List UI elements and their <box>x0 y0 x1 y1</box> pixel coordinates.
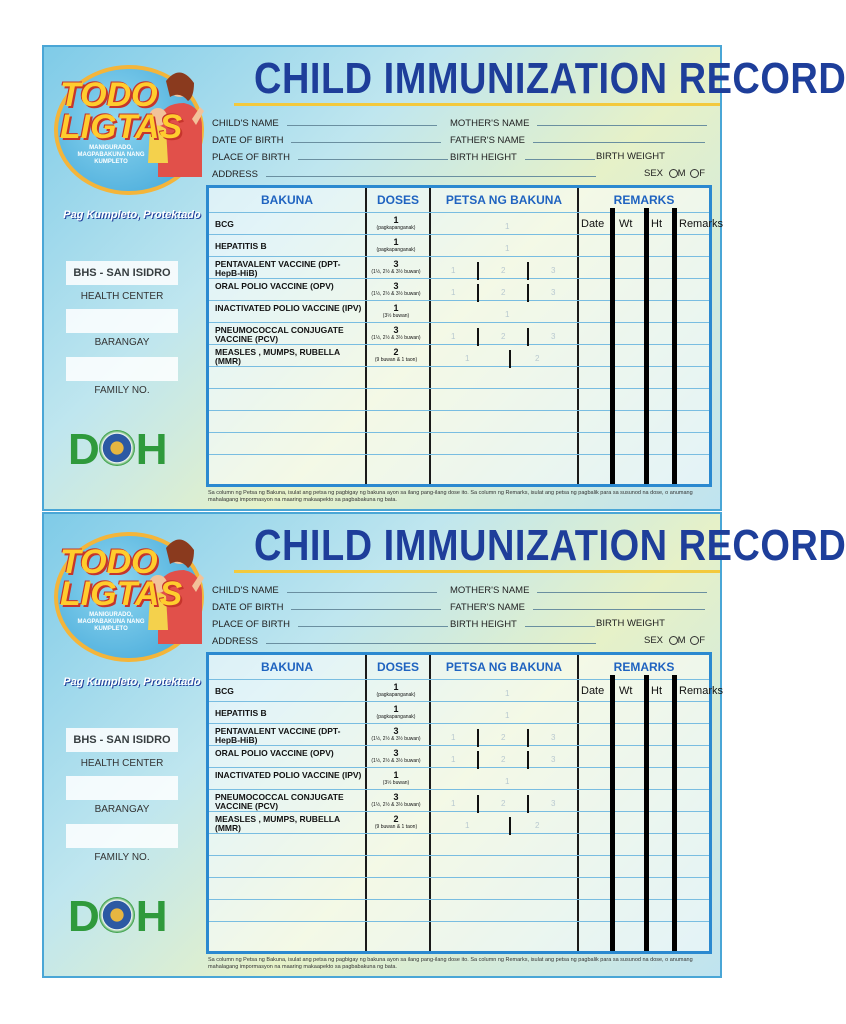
vaccine-name: MEASLES , MUMPS, RUBELLA (MMR) <box>215 347 340 366</box>
header-bakuna: BAKUNA <box>261 660 313 674</box>
immunization-card-bottom <box>42 512 846 978</box>
address-field[interactable]: ADDRESS <box>212 635 596 647</box>
header-bakuna: BAKUNA <box>261 193 313 207</box>
vaccine-dose <box>365 238 427 253</box>
health-center-label: HEALTH CENTER <box>80 758 164 769</box>
barangay-label: BARANGAY <box>94 337 150 348</box>
remarks-col-remarks: Remarks <box>679 685 724 697</box>
vaccine-dose <box>365 304 427 319</box>
remarks-col-remarks: Remarks <box>679 218 724 230</box>
petsa-dose-slot[interactable]: 1 <box>505 711 510 720</box>
dose-count: 1 <box>393 215 399 225</box>
dose-count: 1 <box>393 237 399 247</box>
bhs-field[interactable]: BHS - SAN ISIDRO <box>66 261 178 285</box>
vaccine-dose <box>365 705 427 720</box>
row-line <box>209 432 709 433</box>
dose-schedule: (pagkapanganak) <box>376 225 416 231</box>
petsa-dose-slot[interactable]: 1 <box>465 354 470 363</box>
place-of-birth-field[interactable]: PLACE OF BIRTH <box>212 151 448 163</box>
mothers-name-field[interactable]: MOTHER'S NAME <box>450 584 707 596</box>
petsa-dose-slot[interactable]: 2 <box>501 799 506 808</box>
row-line <box>209 855 709 856</box>
petsa-separator <box>527 751 529 769</box>
childs-name-field[interactable]: CHILD'S NAME <box>212 117 437 129</box>
dose-schedule: (1½, 2½ & 3½ buwan) <box>371 335 421 341</box>
vaccine-name: PENTAVALENT VACCINE (DPT- HepB-HiB) <box>215 726 341 745</box>
dose-schedule: (pagkapanganak) <box>376 247 416 253</box>
footnote: Sa column ng Petsa ng Bakuna, isulat ang petsa ng pagbigay ng bakuna ayon sa ilang pang-ilang dose ito. Sa column ng Remarks, isulat ang petsa ng pagbalik para sa susunod na dose, o anumang mahalagang impormasyon na maaring makaapekto sa pagbabakuna ng bata. <box>208 957 693 970</box>
dose-count: 3 <box>393 325 399 335</box>
birth-height-field[interactable]: BIRTH HEIGHT <box>450 618 595 630</box>
petsa-dose-slot[interactable]: 2 <box>501 266 506 275</box>
dose-count: 3 <box>393 792 399 802</box>
vaccine-name: BCG <box>215 686 234 696</box>
family-no-field[interactable] <box>66 357 178 381</box>
birth-weight-field[interactable]: BIRTH WEIGHT <box>596 151 665 162</box>
bhs-field[interactable]: BHS - SAN ISIDRO <box>66 728 178 752</box>
dose-count: 1 <box>393 682 399 692</box>
petsa-dose-slot[interactable]: 1 <box>465 821 470 830</box>
vaccine-name: PNEUMOCOCCAL CONJUGATE VACCINE (PCV) <box>215 325 344 344</box>
remarks-divider <box>644 208 649 484</box>
birth-height-field[interactable]: BIRTH HEIGHT <box>450 151 595 163</box>
family-no-field[interactable] <box>66 824 178 848</box>
logo-subtitle: MANIGURADO, MAGPABAKUNA NANG KUMPLETO <box>77 145 145 165</box>
row-line <box>209 745 709 746</box>
health-center-label: HEALTH CENTER <box>80 291 164 302</box>
vaccine-name: HEPATITIS B <box>215 708 267 718</box>
sex-m-radio[interactable] <box>669 636 678 645</box>
dose-schedule: (9 buwan & 1 taon) <box>374 824 418 830</box>
remarks-col-date: Date <box>581 218 605 230</box>
vaccine-dose <box>365 326 427 341</box>
dose-schedule: (1½, 2½ & 3½ buwan) <box>371 736 421 742</box>
dose-schedule: (1½, 2½ & 3½ buwan) <box>371 802 421 808</box>
sex-f-radio[interactable] <box>690 636 699 645</box>
dose-schedule: (1½, 2½ & 3½ buwan) <box>371 291 421 297</box>
col-divider <box>577 655 579 951</box>
petsa-separator <box>527 284 529 302</box>
remarks-col-wt: Wt <box>619 218 633 230</box>
date-of-birth-field[interactable]: DATE OF BIRTH <box>212 601 441 613</box>
dose-count: 3 <box>393 281 399 291</box>
vaccine-name: BCG <box>215 219 234 229</box>
footnote: Sa column ng Petsa ng Bakuna, isulat ang petsa ng pagbigay ng bakuna ayon sa ilang pang-ilang dose ito. Sa column ng Remarks, isulat ang petsa ng pagbalik para sa susunod na dose, o anumang mahalagang impormasyon na maaring makaapekto sa pagbabakuna ng bata. <box>208 490 693 503</box>
petsa-dose-slot[interactable]: 2 <box>501 755 506 764</box>
row-line <box>209 256 709 257</box>
petsa-dose-slot[interactable]: 2 <box>501 332 506 341</box>
logo-wordmark: TODO LIGTAS <box>60 76 183 146</box>
table-header <box>209 188 709 212</box>
family-no-label: FAMILY NO. <box>94 852 150 863</box>
petsa-separator <box>509 817 511 835</box>
vaccine-dose <box>365 749 427 764</box>
doh-seal-icon <box>99 430 135 466</box>
row-line <box>209 366 709 367</box>
remarks-col-ht: Ht <box>651 218 662 230</box>
birth-weight-field[interactable]: BIRTH WEIGHT <box>596 618 665 629</box>
fathers-name-field[interactable]: FATHER'S NAME <box>450 134 705 146</box>
dose-schedule: (pagkapanganak) <box>376 714 416 720</box>
vaccine-name: PENTAVALENT VACCINE (DPT- HepB-HiB) <box>215 259 341 278</box>
title-underline <box>234 570 720 573</box>
dose-count: 3 <box>393 259 399 269</box>
petsa-dose-slot[interactable]: 2 <box>501 733 506 742</box>
dose-schedule: (1½, 2½ & 3½ buwan) <box>371 758 421 764</box>
vaccine-dose <box>365 815 427 830</box>
petsa-dose-slot[interactable]: 1 <box>451 332 456 341</box>
petsa-dose-slot[interactable]: 3 <box>551 266 556 275</box>
table-header <box>209 655 709 679</box>
petsa-dose-slot[interactable]: 1 <box>505 244 510 253</box>
vaccine-dose <box>365 793 427 808</box>
header-petsa: PETSA NG BAKUNA <box>445 660 563 674</box>
family-no-label: FAMILY NO. <box>94 385 150 396</box>
title-underline <box>234 103 720 106</box>
place-of-birth-field[interactable]: PLACE OF BIRTH <box>212 618 448 630</box>
row-line <box>209 877 709 878</box>
vaccine-name: INACTIVATED POLIO VACCINE (IPV) <box>215 303 362 313</box>
row-line <box>209 723 709 724</box>
row-line <box>209 921 709 922</box>
vaccine-name: PNEUMOCOCCAL CONJUGATE VACCINE (PCV) <box>215 792 344 811</box>
col-divider <box>429 655 431 951</box>
childs-name-field[interactable]: CHILD'S NAME <box>212 584 437 596</box>
petsa-separator <box>477 751 479 769</box>
vaccine-name: INACTIVATED POLIO VACCINE (IPV) <box>215 770 362 780</box>
sex-m-radio[interactable] <box>669 169 678 178</box>
header-doses: DOSES <box>376 660 419 674</box>
vaccine-dose <box>365 260 427 275</box>
petsa-separator <box>527 262 529 280</box>
row-line <box>209 322 709 323</box>
vaccine-dose <box>365 683 427 698</box>
row-line <box>209 212 709 213</box>
vaccine-dose <box>365 348 427 363</box>
barangay-label: BARANGAY <box>94 804 150 815</box>
date-of-birth-field[interactable]: DATE OF BIRTH <box>212 134 441 146</box>
dose-count: 2 <box>393 814 399 824</box>
barangay-field[interactable] <box>66 776 178 800</box>
petsa-dose-slot[interactable]: 1 <box>505 222 510 231</box>
page-title: CHILD IMMUNIZATION RECORD <box>254 522 846 571</box>
remarks-divider <box>610 675 615 951</box>
row-line <box>209 679 709 680</box>
title-bar <box>234 53 846 104</box>
petsa-dose-slot[interactable]: 1 <box>505 777 510 786</box>
title-bar <box>234 520 846 571</box>
petsa-separator <box>477 795 479 813</box>
sex-field[interactable]: SEX M F <box>644 168 706 179</box>
remarks-col-wt: Wt <box>619 685 633 697</box>
dose-schedule: (3½ buwan) <box>382 313 410 319</box>
vaccine-dose <box>365 282 427 297</box>
row-line <box>209 767 709 768</box>
petsa-dose-slot[interactable]: 1 <box>451 755 456 764</box>
petsa-dose-slot[interactable]: 3 <box>551 799 556 808</box>
remarks-divider <box>672 675 677 951</box>
doh-seal-icon <box>99 897 135 933</box>
petsa-separator <box>477 729 479 747</box>
petsa-separator <box>527 795 529 813</box>
remarks-divider <box>672 208 677 484</box>
fathers-name-field[interactable]: FATHER'S NAME <box>450 601 705 613</box>
row-line <box>209 234 709 235</box>
petsa-separator <box>527 729 529 747</box>
address-field[interactable]: ADDRESS <box>212 168 596 180</box>
dose-count: 1 <box>393 770 399 780</box>
vaccine-dose <box>365 216 427 231</box>
remarks-divider <box>644 675 649 951</box>
dose-count: 1 <box>393 303 399 313</box>
petsa-dose-slot[interactable]: 1 <box>451 799 456 808</box>
dose-schedule: (pagkapanganak) <box>376 692 416 698</box>
dose-count: 3 <box>393 748 399 758</box>
vaccine-dose <box>365 727 427 742</box>
petsa-dose-slot[interactable]: 3 <box>551 733 556 742</box>
row-line <box>209 701 709 702</box>
header-doses: DOSES <box>376 193 419 207</box>
petsa-dose-slot[interactable]: 1 <box>451 266 456 275</box>
petsa-dose-slot[interactable]: 1 <box>505 310 510 319</box>
petsa-dose-slot[interactable]: 3 <box>551 332 556 341</box>
tagline: Pag Kumpleto, Protektado <box>63 676 201 688</box>
dose-schedule: (3½ buwan) <box>382 780 410 786</box>
header-petsa: PETSA NG BAKUNA <box>445 193 563 207</box>
row-line <box>209 300 709 301</box>
dose-count: 3 <box>393 726 399 736</box>
petsa-dose-slot[interactable]: 1 <box>505 689 510 698</box>
row-line <box>209 278 709 279</box>
row-line <box>209 833 709 834</box>
sex-field[interactable]: SEX M F <box>644 635 706 646</box>
vaccine-name: ORAL POLIO VACCINE (OPV) <box>215 281 334 291</box>
col-divider <box>429 188 431 484</box>
petsa-dose-slot[interactable]: 2 <box>501 288 506 297</box>
vaccine-name: ORAL POLIO VACCINE (OPV) <box>215 748 334 758</box>
col-divider <box>577 188 579 484</box>
petsa-separator <box>477 284 479 302</box>
petsa-dose-slot[interactable]: 1 <box>451 733 456 742</box>
vaccine-dose <box>365 771 427 786</box>
immunization-card-top <box>42 45 846 511</box>
dose-schedule: (9 buwan & 1 taon) <box>374 357 418 363</box>
vaccine-table <box>206 652 724 954</box>
header-remarks: REMARKS <box>613 660 675 674</box>
logo-wordmark: TODO LIGTAS <box>60 543 183 613</box>
remarks-col-date: Date <box>581 685 605 697</box>
mothers-name-field[interactable]: MOTHER'S NAME <box>450 117 707 129</box>
remarks-divider <box>610 208 615 484</box>
doh-logo: D H <box>68 425 166 474</box>
petsa-dose-slot[interactable]: 3 <box>551 755 556 764</box>
page-title: CHILD IMMUNIZATION RECORD <box>254 55 846 104</box>
petsa-dose-slot[interactable]: 3 <box>551 288 556 297</box>
sex-f-radio[interactable] <box>690 169 699 178</box>
row-line <box>209 454 709 455</box>
row-line <box>209 344 709 345</box>
dose-count: 1 <box>393 704 399 714</box>
logo-subtitle: MANIGURADO, MAGPABAKUNA NANG KUMPLETO <box>77 612 145 632</box>
vaccine-name: HEPATITIS B <box>215 241 267 251</box>
tagline: Pag Kumpleto, Protektado <box>63 209 201 221</box>
row-line <box>209 410 709 411</box>
petsa-separator <box>477 328 479 346</box>
dose-schedule: (1½, 2½ & 3½ buwan) <box>371 269 421 275</box>
row-line <box>209 811 709 812</box>
petsa-dose-slot[interactable]: 2 <box>535 821 540 830</box>
petsa-dose-slot[interactable]: 1 <box>451 288 456 297</box>
remarks-col-ht: Ht <box>651 685 662 697</box>
doh-logo: D H <box>68 892 166 941</box>
dose-count: 2 <box>393 347 399 357</box>
barangay-field[interactable] <box>66 309 178 333</box>
row-line <box>209 899 709 900</box>
vaccine-table <box>206 185 724 487</box>
petsa-separator <box>509 350 511 368</box>
vaccine-name: MEASLES , MUMPS, RUBELLA (MMR) <box>215 814 340 833</box>
header-remarks: REMARKS <box>613 193 675 207</box>
petsa-dose-slot[interactable]: 2 <box>535 354 540 363</box>
row-line <box>209 388 709 389</box>
petsa-separator <box>527 328 529 346</box>
petsa-separator <box>477 262 479 280</box>
row-line <box>209 789 709 790</box>
